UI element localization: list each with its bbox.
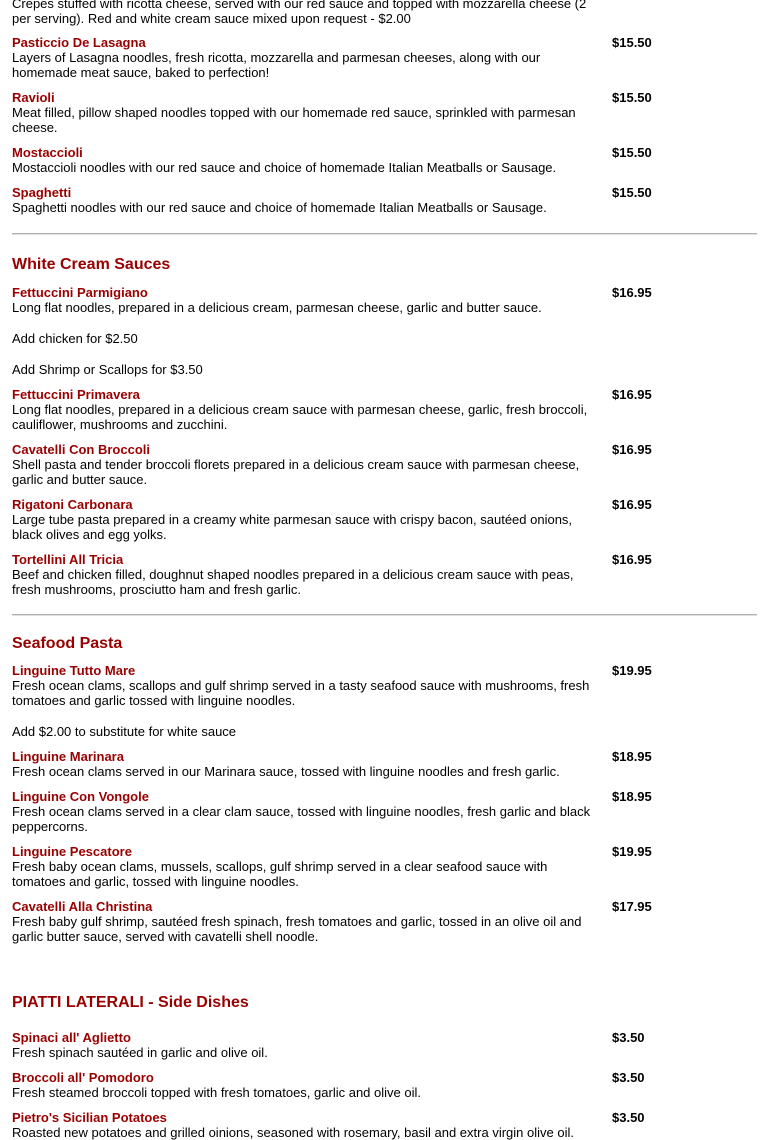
item-description: Long flat noodles, prepared in a delicious cream, parmesan cheese, garlic and butter sauce. (12, 300, 542, 315)
menu-item (12, 285, 757, 315)
menu-item (12, 789, 757, 834)
item-description: Fresh ocean clams, scallops and gulf shrimp served in a tasty seafood sauce with mushrooms, fresh tomatoes and garlic tossed with linguine noodles. (12, 678, 590, 708)
item-name: Linguine Pescatore (12, 844, 132, 859)
item-price: $16.95 (612, 497, 652, 512)
item-price: $16.95 (612, 387, 652, 402)
item-price: $15.50 (612, 35, 652, 50)
item-price: $18.95 (612, 749, 652, 764)
item-name: Ravioli (12, 90, 55, 105)
item-name: Broccoli all' Pomodoro (12, 1070, 154, 1085)
item-description: Fresh baby ocean clams, mussels, scallops, gulf shrimp served in a clear seafood sauce with tomatoes and garlic, tossed with linguine noodles. (12, 859, 548, 889)
item-price: $3.50 (612, 1030, 645, 1045)
item-description: Crepes stuffed with ricotta cheese, served with our red sauce and topped with mozzarella cheese (2 per serving). Red and white cream sauce mixed upon request - $2.00 (12, 0, 587, 26)
item-description: Mostaccioli noodles with our red sauce and choice of homemade Italian Meatballs or Sausage. (12, 160, 557, 175)
menu-item (12, 1070, 757, 1100)
item-description: Shell pasta and tender broccoli florets prepared in a delicious cream sauce with parmesan cheese, garlic and butter sauce. (12, 457, 580, 487)
item-name: Spinaci all' Aglietto (12, 1030, 131, 1045)
item-name: Linguine Con Vongole (12, 789, 149, 804)
addon-note: Add Shrimp or Scallops for $3.50 (12, 362, 203, 377)
section-divider (12, 233, 757, 235)
item-price: $15.50 (612, 185, 652, 200)
item-name: Tortellini All Tricia (12, 552, 124, 567)
item-price: $16.95 (612, 552, 652, 567)
menu-item (12, 663, 757, 708)
item-price: $17.95 (612, 899, 652, 914)
item-name: Spaghetti (12, 185, 72, 200)
item-description: Meat filled, pillow shaped noodles topped with our homemade red sauce, sprinkled with parmesan cheese. (12, 105, 576, 135)
menu-item (12, 35, 757, 80)
item-name: Fettuccini Parmigiano (12, 285, 148, 300)
item-description: Fresh steamed broccoli topped with fresh tomatoes, garlic and olive oil. (12, 1085, 421, 1100)
menu-item (12, 442, 757, 487)
item-price: $3.50 (612, 1110, 645, 1125)
item-name: Cavatelli Con Broccoli (12, 442, 150, 457)
item-price: $3.50 (612, 1070, 645, 1085)
menu-item (12, 749, 757, 779)
item-description: Fresh spinach sautéed in garlic and olive oil. (12, 1045, 268, 1060)
menu-item (12, 899, 757, 944)
item-description: Spaghetti noodles with our red sauce and choice of homemade Italian Meatballs or Sausage. (12, 200, 547, 215)
item-price: $15.50 (612, 90, 652, 105)
item-name: Linguine Marinara (12, 749, 124, 764)
menu-item (12, 552, 757, 597)
item-name: Linguine Tutto Mare (12, 663, 136, 678)
item-description: Roasted new potatoes and grilled oinions, seasoned with rosemary, basil and extra virgin olive oil. (12, 1125, 574, 1140)
item-description: Long flat noodles, prepared in a delicious cream sauce with parmesan cheese, garlic, fresh broccoli, cauliflower, mushrooms and zucchini. (12, 402, 588, 432)
section-title-white-cream: White Cream Sauces (12, 256, 171, 273)
menu-item (12, 1030, 757, 1060)
item-name: Mostaccioli (12, 145, 83, 160)
menu-item (12, 185, 757, 215)
menu-item (12, 387, 757, 432)
item-description: Large tube pasta prepared in a creamy white parmesan sauce with crispy bacon, sautéed onions, black olives and egg yolks. (12, 512, 573, 542)
menu-item (12, 90, 757, 135)
item-price: $16.95 (612, 285, 652, 300)
item-price: $16.95 (612, 442, 652, 457)
section-title-seafood: Seafood Pasta (12, 635, 123, 652)
item-price: $18.95 (612, 789, 652, 804)
item-name: Rigatoni Carbonara (12, 497, 133, 512)
item-name: Fettuccini Primavera (12, 387, 140, 402)
section-divider (12, 614, 757, 616)
item-name: Cavatelli Alla Christina (12, 899, 153, 914)
item-price: $15.50 (612, 145, 652, 160)
menu-item (12, 844, 757, 889)
addon-note: Add chicken for $2.50 (12, 331, 138, 346)
menu-item (12, 497, 757, 542)
menu-item-crepes (12, 0, 757, 26)
item-description: Beef and chicken filled, doughnut shaped noodles prepared in a delicious cream sauce with peas, fresh mushrooms, prosciutto ham and fresh garlic. (12, 567, 574, 597)
item-price: $19.95 (612, 844, 652, 859)
menu-item (12, 145, 757, 175)
item-description: Layers of Lasagna noodles, fresh ricotta, mozzarella and parmesan cheeses, along with our homemade meat sauce, baked to perfection! (12, 50, 541, 80)
menu-item (12, 1110, 757, 1140)
item-price: $19.95 (612, 663, 652, 678)
section-title-sides: PIATTI LATERALI - Side Dishes (12, 994, 249, 1011)
item-name: Pietro's Sicilian Potatoes (12, 1110, 167, 1125)
item-description: Fresh ocean clams served in a clear clam sauce, tossed with linguine noodles, fresh garlic and black peppercorns. (12, 804, 591, 834)
addon-note: Add $2.00 to substitute for white sauce (12, 724, 237, 739)
item-name: Pasticcio De Lasagna (12, 35, 146, 50)
item-description: Fresh baby gulf shrimp, sautéed fresh spinach, fresh tomatoes and garlic, tossed in an olive oil and garlic butter sauce, served with cavatelli shell noodle. (12, 914, 582, 944)
item-description: Fresh ocean clams served in our Marinara sauce, tossed with linguine noodles and fresh garlic. (12, 764, 560, 779)
